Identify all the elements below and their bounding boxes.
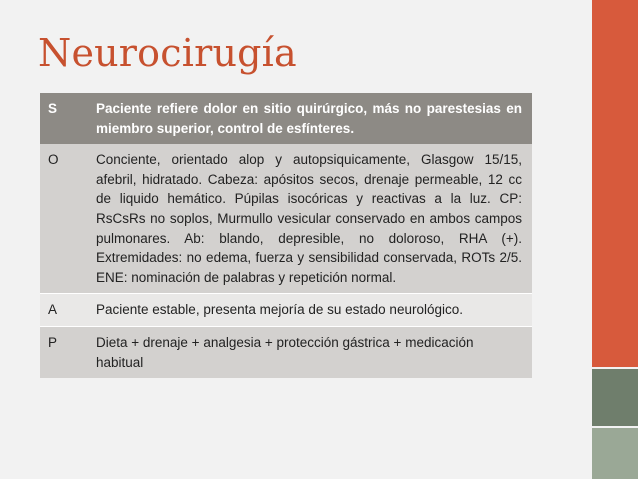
row-text: Paciente estable, presenta mejoría de su estado neurológico. bbox=[88, 294, 532, 327]
accent-bar-gray bbox=[592, 369, 638, 426]
row-text: Paciente refiere dolor en sitio quirúrgico, más no parestesias en miembro superior, control de esfínteres. bbox=[88, 93, 532, 144]
table-row-p bbox=[40, 326, 532, 378]
row-text: Dieta + drenaje + analgesia + protección gástrica + medicación habitual bbox=[88, 326, 532, 378]
accent-bar-red bbox=[592, 0, 638, 367]
accent-bar-light-gray bbox=[592, 428, 638, 479]
row-key: P bbox=[40, 326, 88, 378]
row-key: O bbox=[40, 144, 88, 294]
row-key: S bbox=[40, 93, 88, 144]
soap-table bbox=[40, 93, 532, 378]
table-row-a bbox=[40, 294, 532, 327]
table-row-o bbox=[40, 144, 532, 294]
table-row-s bbox=[40, 93, 532, 144]
row-text: Conciente, orientado alop y autopsiquicamente, Glasgow 15/15, afebril, hidratado. Cabeza: apósitos secos, drenaje permeable, 12 cc de liquido hemático. Púpilas isocóricas y reactivas a la luz. CP: RsCsRs no soplos, Murmullo vesicular conservado en ambos campos pulmonares. Ab: blando, depresible, no doloroso, RHA (+). Extremidades: no edema, fuerza y sensibilidad conservada, ROTs 2/5. ENE: nominación de palabras y repetición normal. bbox=[88, 144, 532, 294]
row-key: A bbox=[40, 294, 88, 327]
slide-title: Neurocirugía bbox=[38, 31, 297, 75]
